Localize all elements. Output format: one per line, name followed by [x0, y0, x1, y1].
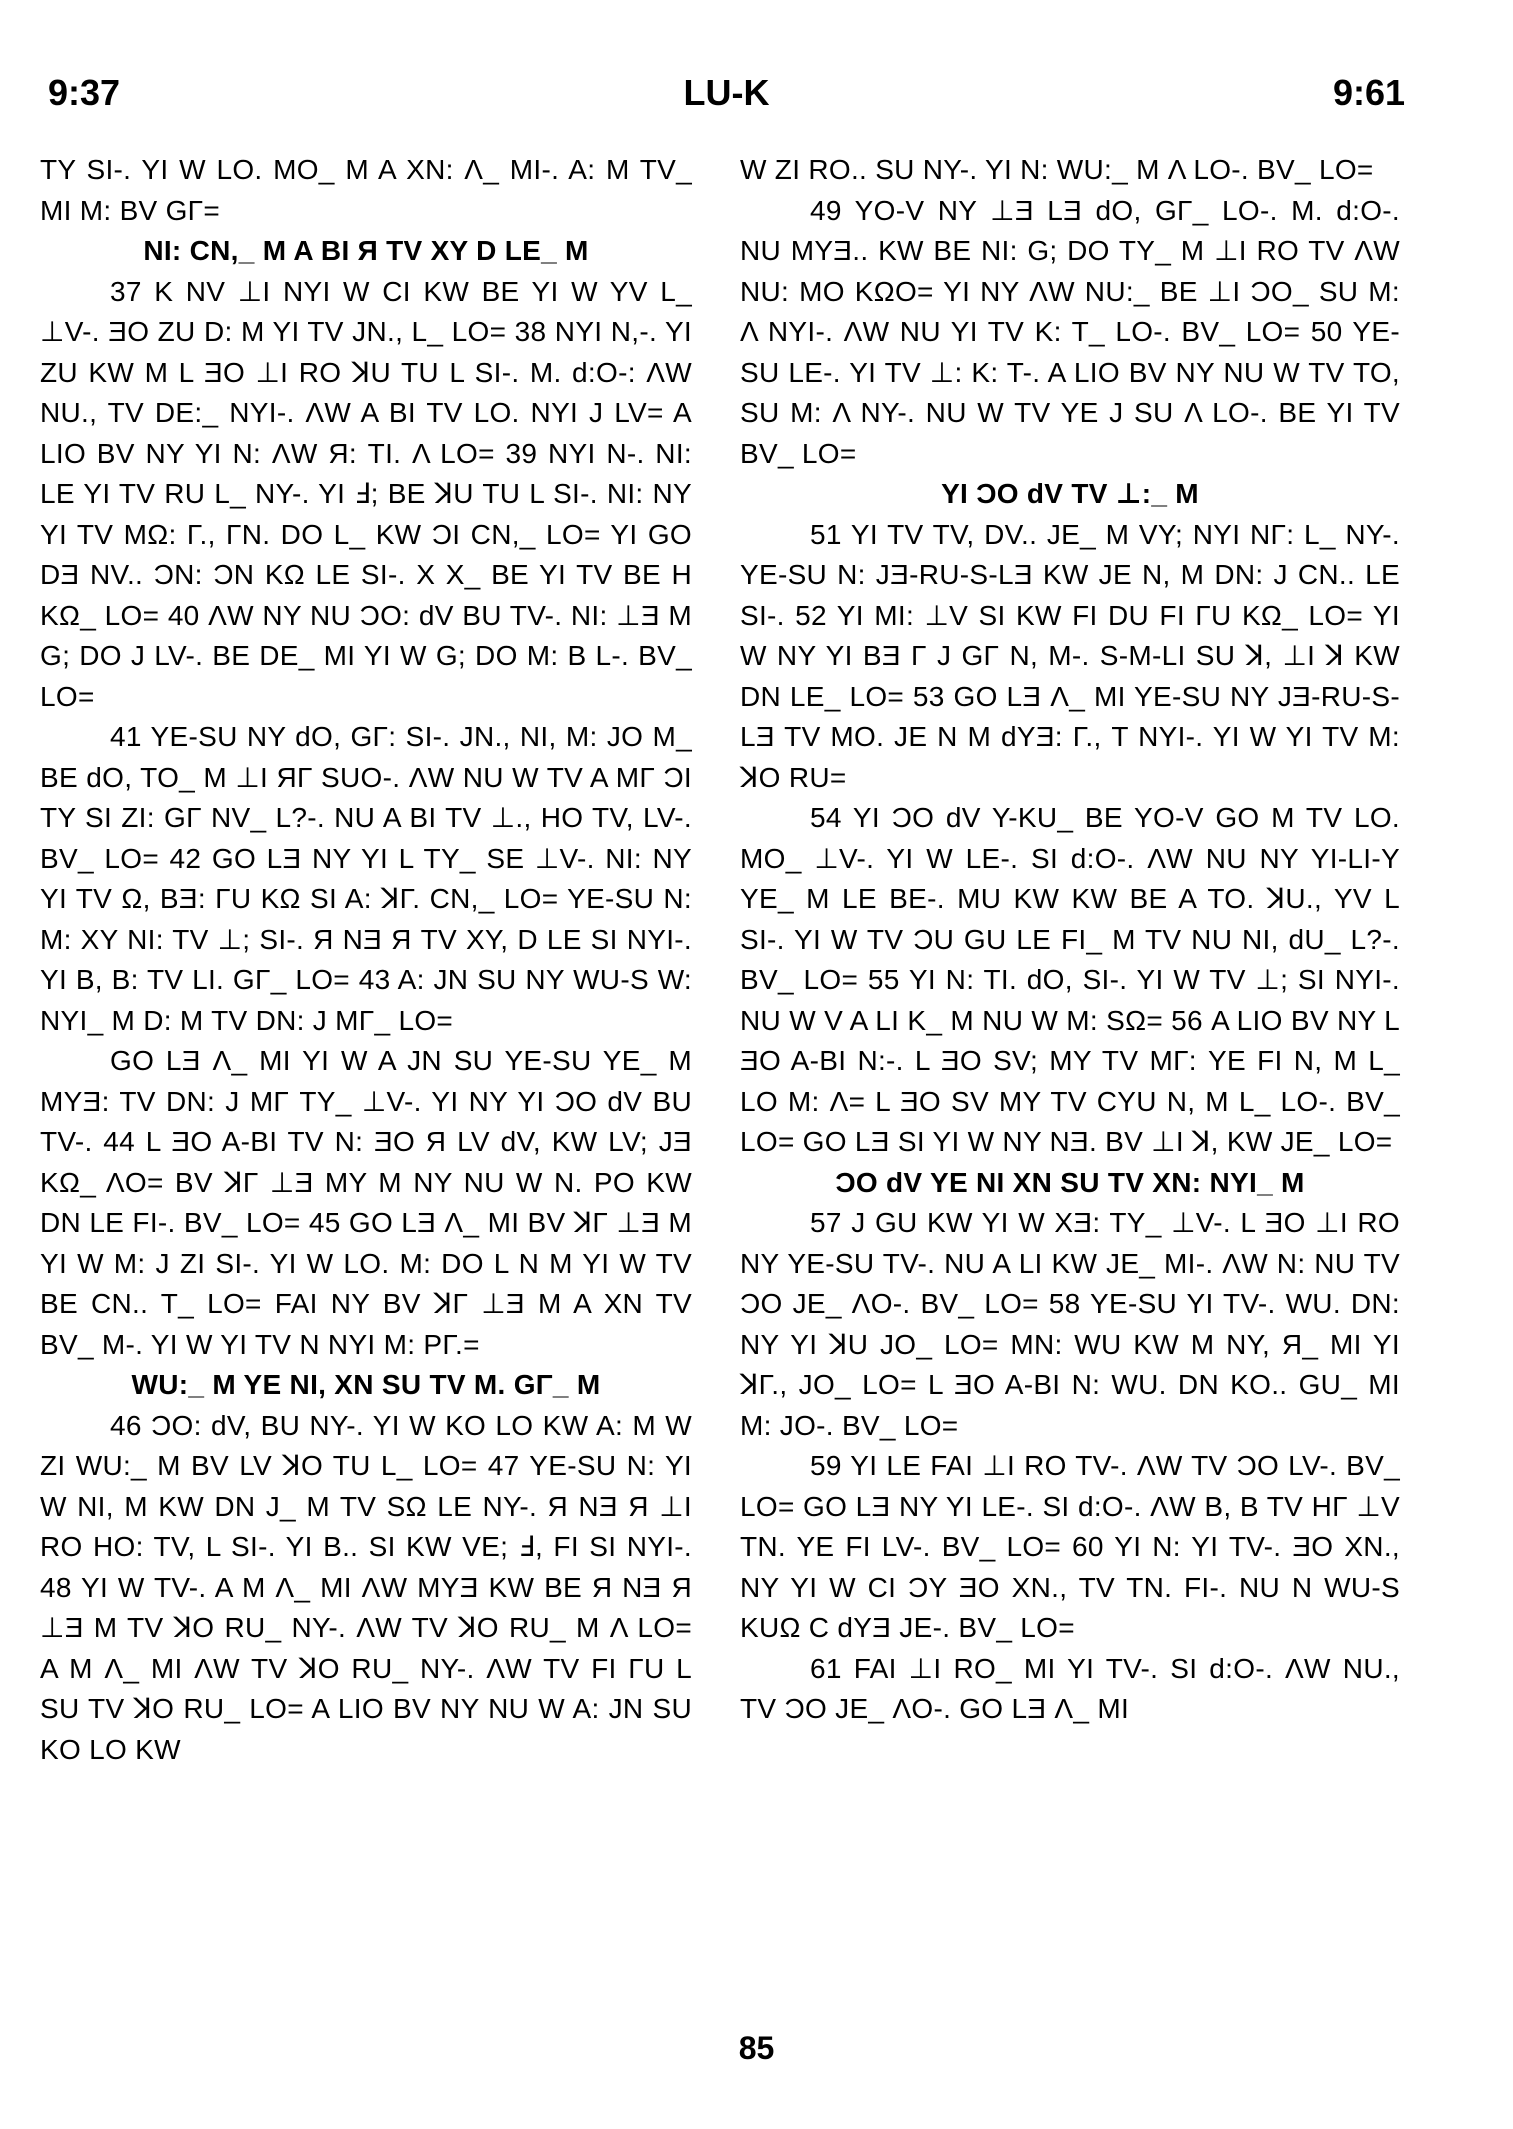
running-header — [48, 72, 1405, 132]
header-left-reference: 9:37 — [48, 72, 121, 113]
paragraph: 61 FAI ⊥I RO_ MI YI TV-. SI d:O-. ΛW NU., TV ƆO JE_ ΛO-. GO LƎ Λ_ MI — [740, 1652, 1400, 1724]
paragraph: 51 YI TV TV, DV.. JE_ M VY; NYI NΓ: L_ NY-. YE-SU N: JƎ-RU-S-LƎ KW JE N, M DN: J CN.. LE SI-. 52 YI MI: ⊥V SI KW FI DU FI ΓU KΩ_ LO= YI W NY YI BƎ Γ J GΓ N, M-. S-M-LI SU ꓘ, ⊥I ꓘ KW DN LE_ LO= 53 GO LƎ Λ_ MI YE-SU NY JƎ-RU-S-LƎ TV MO. JE N M dYƎ: Γ., T NYI-. YI W YI TV M: ꓘO RU= — [740, 518, 1400, 793]
left-text-column — [40, 150, 692, 1770]
section-heading: NI: CN,_ M A BI Я TV XY D LE_ M — [143, 235, 589, 266]
paragraph: 57 J GU KW YI W XƎ: TY_ ⊥V-. L ƎO ⊥I RO NY YE-SU TV-. NU A LI KW JE_ MI-. ΛW N: NU TV ƆO JE_ ΛO-. BV_ LO= 58 YE-SU YI TV-. WU. DN: NY YI ꓘU JO_ LO= MN: WU KW M NY, Я_ MI YI ꓘΓ., JO_ LO= L ƎO A-BI N: WU. DN KO.. GU_ MI M: JO-. BV_ LO= — [740, 1207, 1400, 1441]
paragraph: 46 ƆO: dV, BU NY-. YI W KO LO KW A: M W ZI WU:_ M BV LV ꓘO TU L_ LO= 47 YE-SU N: YI W NI, M KW DN J_ M TV SΩ LE NY-. Я NƎ Я ⊥I RO HO: TV, L SI-. YI B.. SI KW VE; Ⅎ, FI SI NYI-. 48 YI W TV-. A M Λ_ MI ΛW MYƎ KW BE Я NƎ Я ⊥Ǝ M TV ꓘO RU_ NY-. ΛW TV ꓘO RU_ M Λ LO= A M Λ_ MI ΛW TV ꓘO RU_ NY-. ΛW TV FI ΓU L SU TV ꓘO RU_ LO= A LIO BV NY NU W A: JN SU KO LO KW — [40, 1409, 692, 1765]
paragraph: 37 K NV ⊥I NYI W CI KW BE YI W YV L_ ⊥V-. ƎO ZU D: M YI TV JN., L_ LO= 38 NYI N,-. YI ZU KW M L ƎO ⊥I RO ꓘU TU L SI-. M. d:O-: ΛW NU., TV DE:_ NYI-. ΛW A BI TV LO. NYI J LV= A LIO BV NY YI N: ΛW Я: TI. Λ LO= 39 NYI N-. NI: LE YI TV RU L_ NY-. YI Ⅎ; BE ꓘU TU L SI-. NI: NY YI TV MΩ: Γ., ΓN. DO L_ KW ƆI CN,_ LO= YI GO DƎ NV.. ƆN: ƆN KΩ LE SI-. X X_ BE YI TV BE H KΩ_ LO= 40 ΛW NY NU ƆO: dV BU TV-. NI: ⊥Ǝ M G; DO J LV-. BE DE_ MI YI W G; DO M: B L-. BV_ LO= — [40, 275, 692, 712]
paragraph: 41 YE-SU NY dO, GΓ: SI-. JN., NI, M: JO M_ BE dO, TO_ M ⊥I ЯΓ SUO-. ΛW NU W TV A MΓ ƆI TY SI ZI: GΓ NV_ L?-. NU A BI TV ⊥., HO TV, LV-. BV_ LO= 42 GO LƎ NY YI L TY_ SE ⊥V-. NI: NY YI TV Ω, BƎ: ΓU KΩ SI A: ꓘΓ. CN,_ LO= YE-SU N: M: XY NI: TV ⊥; SI-. Я NƎ Я TV XY, D LE SI NYI-. YI B, B: TV LI. GΓ_ LO= 43 A: JN SU NY WU-S W: NYI_ M D: M TV DN: J MΓ_ LO= — [40, 721, 692, 1036]
section-heading: ƆO dV YE NI XN SU TV XN: NYI_ M — [835, 1166, 1305, 1198]
header-right-reference: 9:61 — [1332, 72, 1405, 113]
paragraph: 59 YI LE FAI ⊥I RO TV-. ΛW TV ƆO LV-. BV_ LO= GO LƎ NY YI LE-. SI d:O-. ΛW B, B TV HΓ ⊥V TN. YE FI LV-. BV_ LO= 60 YI N: YI TV-. ƎO XN., NY YI W CI ƆY ƎO XN., TV TN. FI-. NU N WU-S KUΩ C dYƎ JE-. BV_ LO= — [740, 1450, 1400, 1643]
paragraph: GO LƎ Λ_ MI YI W A JN SU YE-SU YE_ M MYƎ: TV DN: J MΓ TY_ ⊥V-. YI NY YI ƆO dV BU TV-. 44 L ƎO A-BI TV N: ƎO Я LV dV, KW LV; JƎ KΩ_ ΛO= BV ꓘΓ ⊥Ǝ MY M NY NU W N. PO KW DN LE FI-. BV_ LO= 45 GO LƎ Λ_ MI BV ꓘΓ ⊥Ǝ M YI W M: J ZI SI-. YI W LO. M: DO L N M YI W TV BE CN.. T_ LO= FAI NY BV ꓘΓ ⊥Ǝ M A XN TV BV_ M-. YI W YI TV N NYI M: PΓ.= — [40, 1045, 692, 1360]
paragraph: 49 YO-V NY ⊥Ǝ LƎ dO, GΓ_ LO-. M. d:O-. NU MYƎ.. KW BE NI: G; DO TY_ M ⊥I RO TV ΛW NU: MO KΩO= YI NY ΛW NU:_ BE ⊥I ƆO_ SU M: Λ NYI-. ΛW NU YI TV K: T_ LO-. BV_ LO= 50 YE-SU LE-. YI TV ⊥: K: T-. A LIO BV NY NU W TV TO, SU M: Λ NY-. NU W TV YE J SU Λ LO-. BE YI TV BV_ LO= — [740, 194, 1400, 469]
paragraph: W ZI RO.. SU NY-. YI N: WU:_ M Λ LO-. BV_ LO= — [740, 154, 1374, 185]
section-heading: WU:_ M YE NI, XN SU TV M. GΓ_ M — [131, 1369, 601, 1400]
page-number: 85 — [738, 2030, 775, 2066]
right-text-column — [740, 150, 1400, 1730]
section-heading: YI ƆO dV TV ⊥:_ M — [941, 478, 1199, 509]
paragraph: TY SI-. YI W LO. MO_ M A XN: Λ_ MI-. A: M TV_ MI M: BV GΓ= — [40, 154, 692, 226]
paragraph: 54 YI ƆO dV Y-KU_ BE YO-V GO M TV LO. MO_ ⊥V-. YI W LE-. SI d:O-. ΛW NU NY YI-LI-Y YE_ M LE BE-. MU KW KW BE A TO. ꓘU., YV L SI-. YI W TV ƆU GU LE FI_ M TV NU NI, dU_ L?-. BV_ LO= 55 YI N: TI. dO, SI-. YI W TV ⊥; SI NYI-. NU W V A LI K_ M NU W M: SΩ= 56 A LIO BV NY L ƎO A-BI N:-. L ƎO SV; MY TV MΓ: YE FI N, M L_ LO M: Λ= L ƎO SV MY TV CYU N, M L_ LO-. BV_ LO= GO LƎ SI YI W NY NƎ. BV ⊥I ꓘ, KW JE_ LO= — [740, 802, 1400, 1157]
header-book-title: LU-K — [683, 72, 770, 113]
